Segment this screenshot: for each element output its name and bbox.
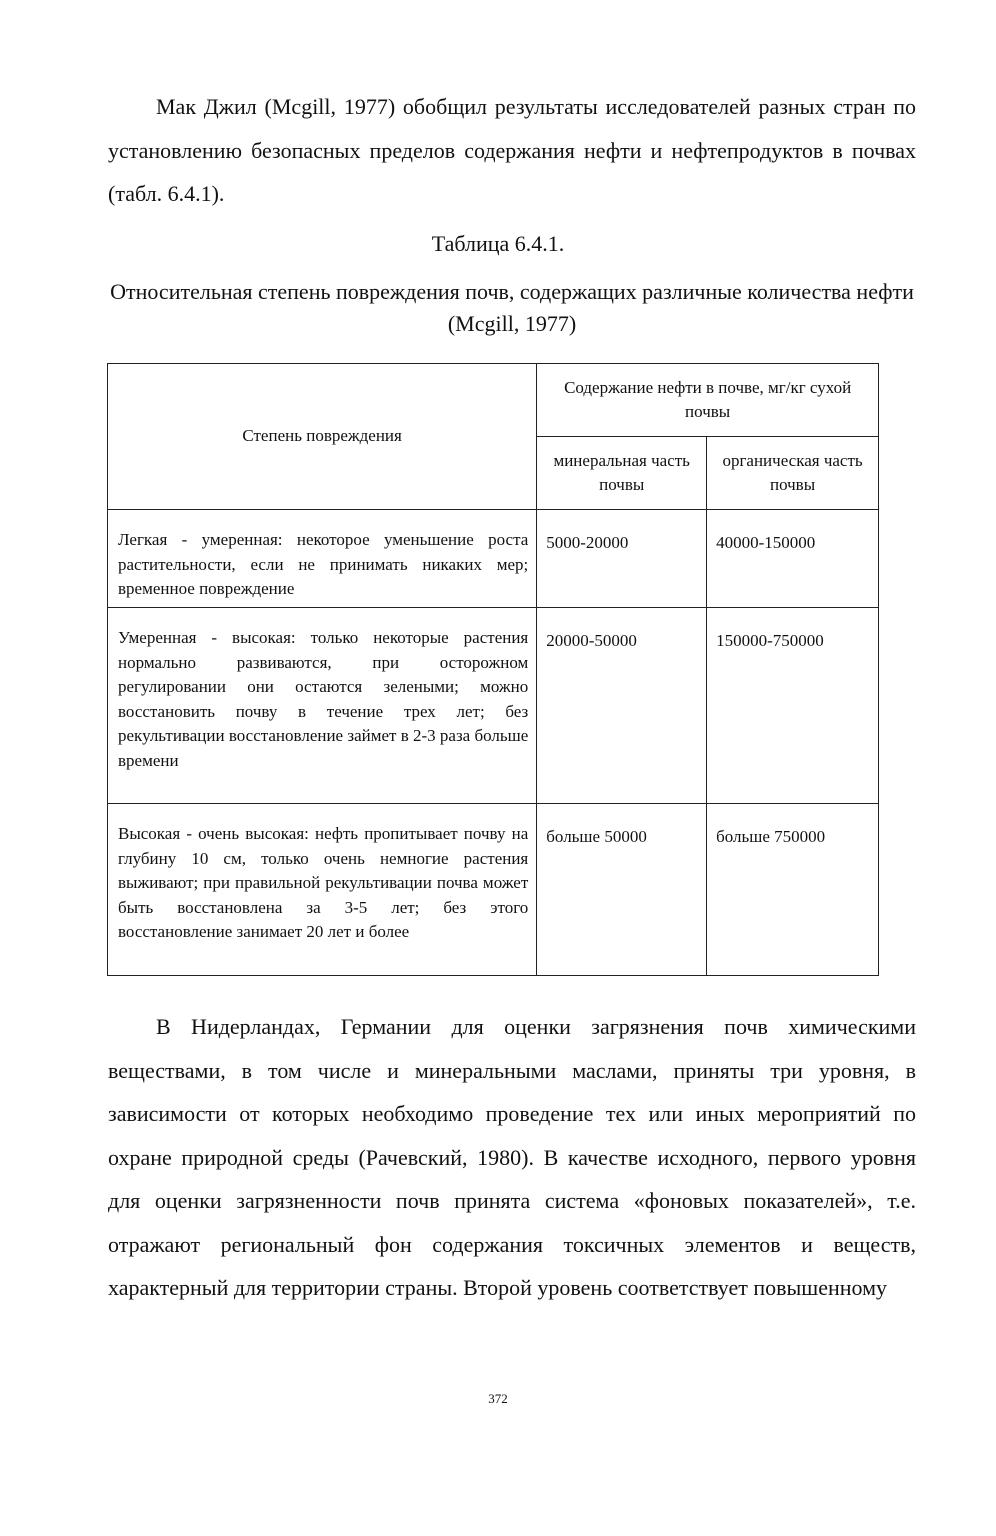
row-description: Легкая - умеренная: некоторое уменьшение роста растительности, если не принимать никаких мер; временное повреждение <box>108 510 537 608</box>
header-damage-degree: Степень повреждения <box>108 364 537 510</box>
intro-paragraph: Мак Джил (Mcgill, 1977) обобщил результаты исследователей разных стран по установлению безопасных пределов содержания нефти и нефтепродуктов в почвах (табл. 6.4.1). <box>108 94 916 206</box>
header-organic: органическая часть почвы <box>707 437 879 510</box>
netherlands-paragraph: В Нидерландах, Германии для оценки загрязнения почв химическими веществами, в том числе и минеральными маслами, приняты три уровня, в зависимости от которых необходимо проведение тех или иных мероприятий по охране природной среды (Рачевский, 1980). В качестве исходного, первого уровня для оценки загрязненности почв принята система «фоновых показателей», т.е. отражают региональный фон содержания токсичных элементов и веществ, характерный для территории страны. Второй уровень соответствует повышенному <box>108 1014 916 1300</box>
table-title: Относительная степень повреждения почв, содержащих различные количества нефти (Mcgill, 1977) <box>110 279 914 336</box>
row-mineral-value: 20000-50000 <box>537 608 707 804</box>
table-row <box>108 510 879 608</box>
row-organic-value: 150000-750000 <box>707 608 879 804</box>
row-description: Умеренная - высокая: только некоторые растения нормально развиваются, при осторожном регулировании они остаются зелеными; можно восстановить почву в течение трех лет; без рекультивации восстановление займет в 2-3 раза больше времени <box>108 608 537 804</box>
row-mineral-value: больше 50000 <box>537 804 707 976</box>
header-oil-content: Содержание нефти в почве, мг/кг сухой почвы <box>537 364 879 437</box>
table-row <box>108 608 879 804</box>
table-number: Таблица 6.4.1. <box>431 231 565 256</box>
table-row <box>108 804 879 976</box>
oil-damage-table <box>107 363 879 976</box>
header-mineral: минеральная часть почвы <box>537 437 707 510</box>
row-organic-value: 40000-150000 <box>707 510 879 608</box>
row-organic-value: больше 750000 <box>707 804 879 976</box>
page-number: 372 <box>488 1391 508 1406</box>
row-mineral-value: 5000-20000 <box>537 510 707 608</box>
row-description: Высокая - очень высокая: нефть пропитывает почву на глубину 10 см, только очень немногие растения выживают; при правильной рекультивации почва может быть восстановлена за 3-5 лет; без этого восстановление занимает 20 лет и более <box>108 804 537 976</box>
table-header-row <box>108 364 879 437</box>
